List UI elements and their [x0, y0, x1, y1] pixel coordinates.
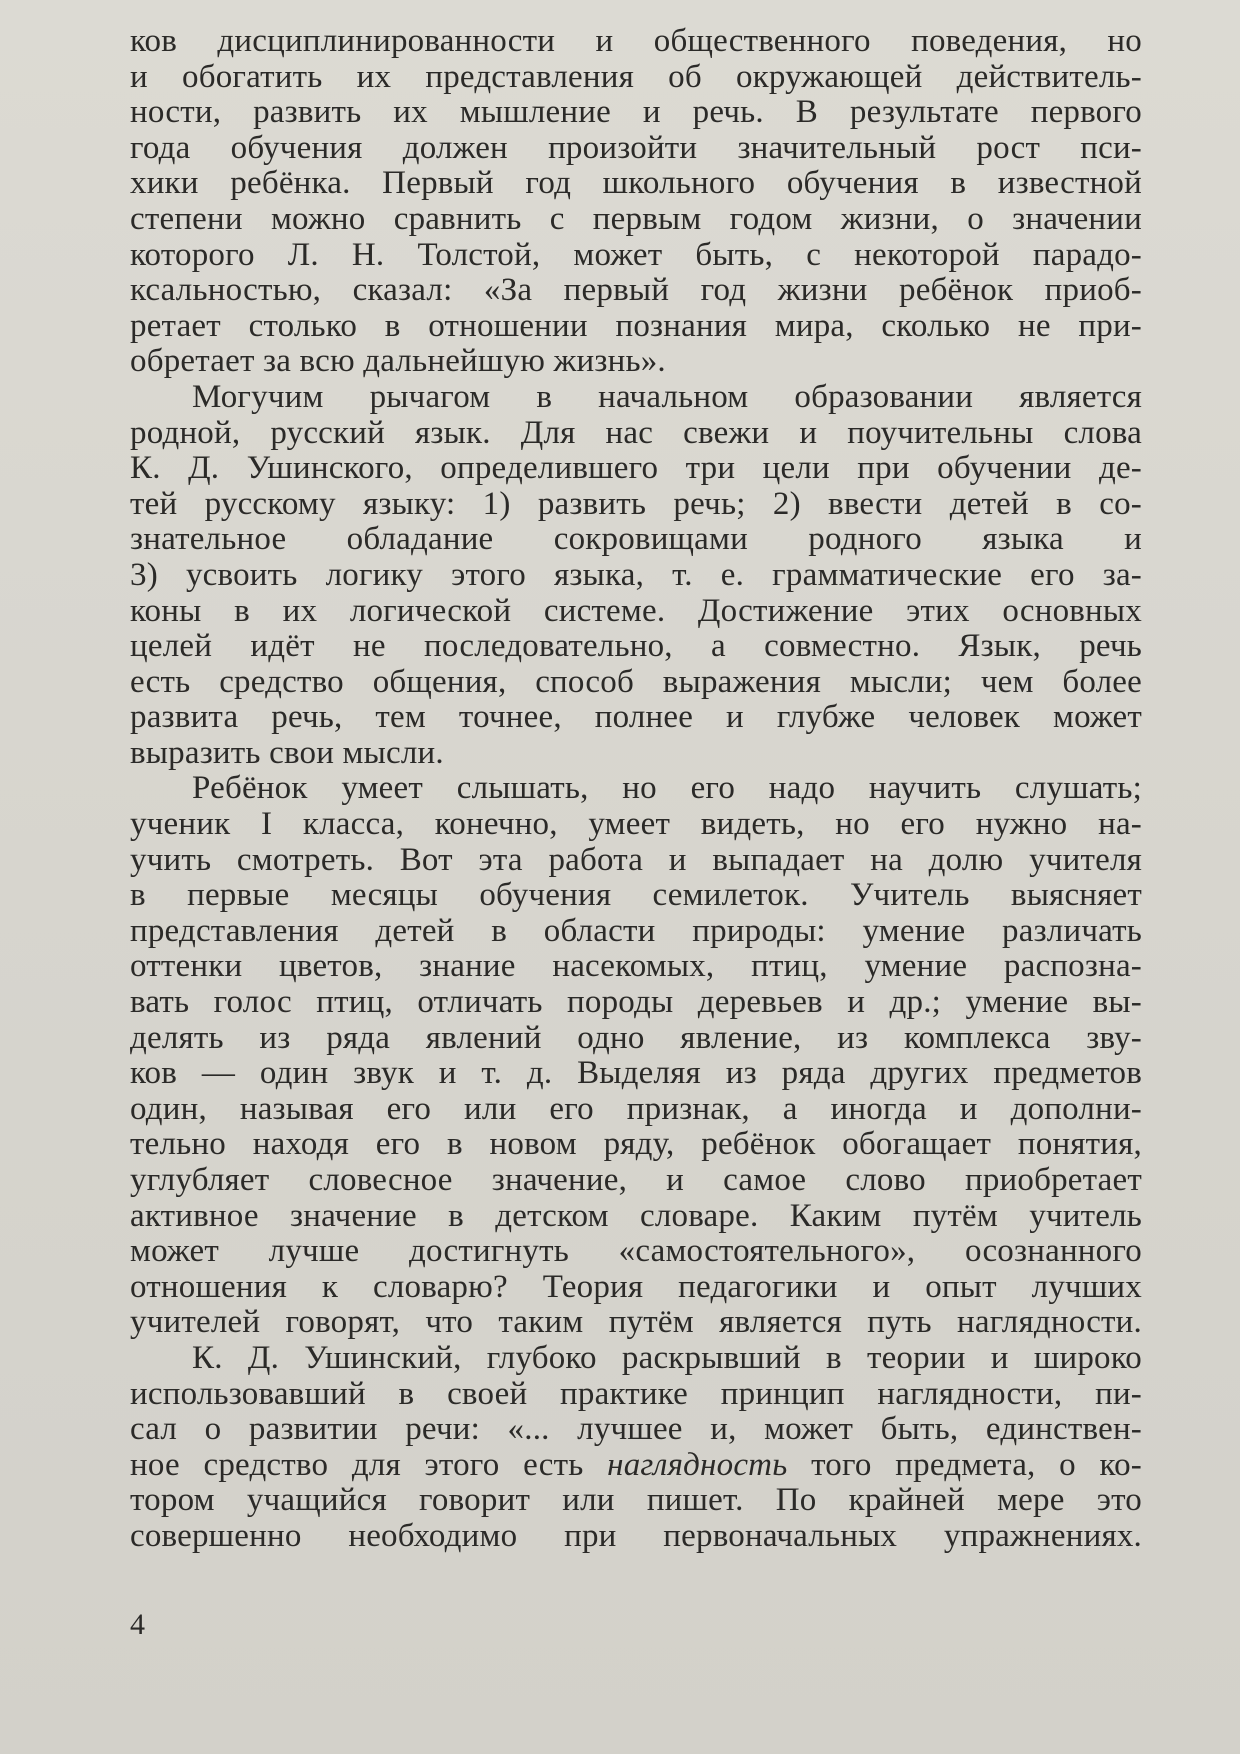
text-line: оттенки цветов, знание насекомых, птиц, умение распозна-	[130, 948, 1142, 985]
text-line: учителей говорят, что таким путём является путь наглядности.	[130, 1304, 1142, 1341]
text-line: Могучим рычагом в начальном образовании является	[192, 378, 1142, 415]
text-line: активное значение в детском словаре. Каким путём учитель	[130, 1197, 1142, 1234]
text-line: 3) усвоить логику этого языка, т. е. грамматические его за-	[130, 556, 1142, 593]
text-line: ксальностью, сказал: «За первый год жизни ребёнок приоб-	[130, 272, 1142, 309]
text-line: представления детей в области природы: умение различать	[130, 912, 1142, 949]
text-line: которого Л. Н. Толстой, может быть, с некоторой парадо-	[130, 236, 1142, 273]
text-line: коны в их логической системе. Достижение этих основных	[130, 592, 1142, 629]
paragraph-3	[130, 771, 1142, 1341]
text-line: хики ребёнка. Первый год школьного обучения в известной	[130, 165, 1142, 202]
page-number: 4	[130, 1608, 145, 1641]
text-line: тельно находя его в новом ряду, ребёнок обогащает понятия,	[130, 1126, 1142, 1163]
text-line: Ребёнок умеет слышать, но его надо научить слушать;	[192, 770, 1142, 807]
emphasized-word: наглядность	[607, 1446, 788, 1483]
text-line: в первые месяцы обучения семилеток. Учитель выясняет	[130, 877, 1142, 914]
text-line: сал о развитии речи: «... лучшее и, может быть, единствен-	[130, 1411, 1142, 1448]
text-line: выразить свои мысли.	[130, 734, 444, 771]
text-line: степени можно сравнить с первым годом жизни, о значении	[130, 200, 1142, 237]
text-line: тей русскому языку: 1) развить речь; 2) ввести детей в со-	[130, 485, 1142, 522]
text-line: использовавший в своей практике принцип наглядности, пи-	[130, 1375, 1142, 1412]
text-line: ков — один звук и т. д. Выделяя из ряда других предметов	[130, 1055, 1142, 1092]
text-segment: того предмета, о ко-	[787, 1446, 1142, 1483]
text-line: делять из ряда явлений одно явление, из комплекса зву-	[130, 1019, 1142, 1056]
text-line: целей идёт не последовательно, а совместно. Язык, речь	[130, 628, 1142, 665]
text-line: тором учащийся говорит или пишет. По крайней мере это	[130, 1482, 1142, 1519]
text-line: развита речь, тем точнее, полнее и глубже человек может	[130, 699, 1142, 736]
text-line: ученик I класса, конечно, умеет видеть, но его нужно на-	[130, 806, 1142, 843]
paragraph-4	[130, 1341, 1142, 1555]
text-line: К. Д. Ушинского, определившего три цели при обучении де-	[130, 450, 1142, 487]
text-line: один, называя его или его признак, а иногда и дополни-	[130, 1090, 1142, 1127]
text-line: совершенно необходимо при первоначальных упражнениях.	[130, 1517, 1142, 1554]
page-text	[130, 24, 1142, 1555]
text-line: ков дисциплинированности и общественного поведения, но	[130, 23, 1142, 59]
text-line: К. Д. Ушинский, глубоко раскрывший в теории и широко	[192, 1339, 1142, 1376]
text-line: знательное обладание сокровищами родного языка и	[130, 521, 1142, 558]
text-line: родной, русский язык. Для нас свежи и поучительны слова	[130, 414, 1142, 451]
text-line: может лучше достигнуть «самостоятельного», осознанного	[130, 1233, 1142, 1270]
text-line: есть средство общения, способ выражения мысли; чем более	[130, 663, 1142, 700]
text-line: обретает за всю дальнейшую жизнь».	[130, 343, 666, 380]
text-line: и обогатить их представления об окружающей действитель-	[130, 58, 1142, 95]
paragraph-1	[130, 24, 1142, 380]
text-line: отношения к словарю? Теория педагогики и опыт лучших	[130, 1268, 1142, 1305]
text-line: учить смотреть. Вот эта работа и выпадает на долю учителя	[130, 841, 1142, 878]
text-segment: ное средство для этого есть	[130, 1446, 608, 1483]
text-line: года обучения должен произойти значительный рост пси-	[130, 129, 1142, 166]
text-line: вать голос птиц, отличать породы деревьев и др.; умение вы-	[130, 984, 1142, 1021]
text-line: углубляет словесное значение, и самое слово приобретает	[130, 1162, 1142, 1198]
paragraph-2	[130, 380, 1142, 772]
text-line-with-emphasis	[130, 1448, 1142, 1484]
text-line: ности, развить их мышление и речь. В результате первого	[130, 94, 1142, 131]
text-line: ретает столько в отношении познания мира, сколько не при-	[130, 307, 1142, 344]
